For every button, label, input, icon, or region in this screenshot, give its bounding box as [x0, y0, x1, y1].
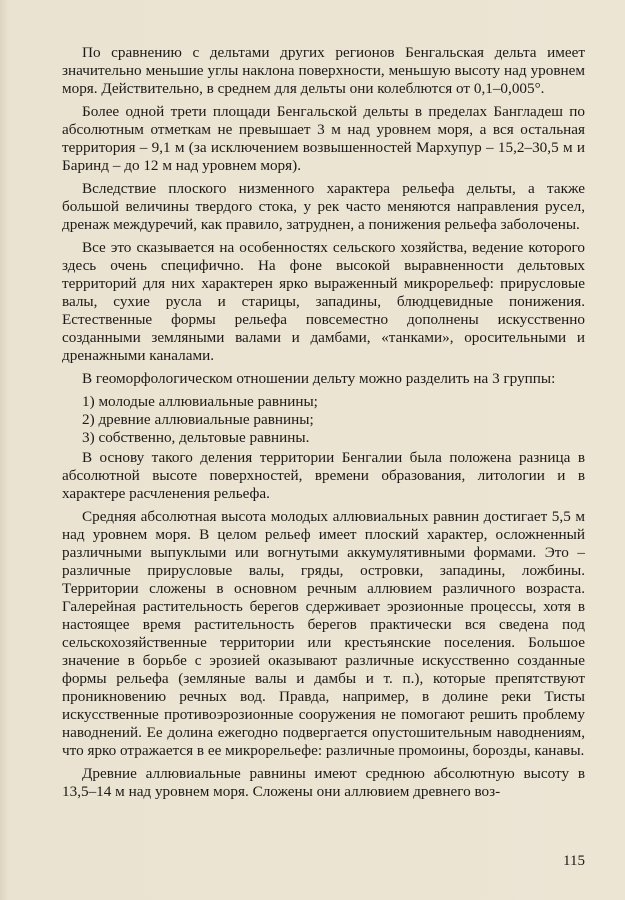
paragraph-7: Средняя абсолютная высота молодых аллювиальных равнин достигает 5,5 м над уровнем моря. В целом рельеф имеет плоский характер, осложненный различными выпуклыми или вогнутыми аккумулятивными формами. Это – различные прирусловые валы, гряды, островки, западины, ложбины. Территории сложены в основном речным аллювием различного возраста. Галерейная растительность берегов сдерживает эрозионные процессы, хотя в настоящее время растительность берегов практически вся сведена под сельскохозяйственные территории или крестьянские поселения. Большое значение в борьбе с эрозией оказывают различные искусственно созданные формы рельефа (земляные валы и дамбы и т. п.), которые препятствуют проникновению речных вод. Правда, например, в долине реки Тисты искусственные противоэрозионные сооружения не помогают решить проблему наводнений. Ее долина ежегодно подвергается опустошительным наводнениям, что ярко отражается в ее микрорельефе: различные промоины, борозды, канавы. — [62, 508, 585, 759]
group-list — [62, 393, 585, 447]
list-item: 2) древние аллювиальные равнины; — [82, 411, 314, 428]
body-text — [62, 44, 585, 801]
list-item: 3) собственно, дельтовые равнины. — [82, 429, 310, 446]
paragraph-1: По сравнению с дельтами других регионов Бенгальская дельта имеет значительно меньшие углы наклона поверхности, меньшую высоту над уровнем моря. Действительно, в среднем для дельты они колеблются от 0,1–0,005°. — [62, 44, 585, 97]
paragraph-5: В геоморфологическом отношении дельту можно разделить на 3 группы: — [82, 370, 556, 387]
paragraph-6: В основу такого деления территории Бенгалии была положена разница в абсолютной высоте поверхностей, времени образования, литологии и в характере расчленения рельефа. — [62, 449, 585, 502]
paragraph-4: Все это сказывается на особенностях сельского хозяйства, ведение которого здесь очень специфично. На фоне высокой выравненности дельтовых территорий для них характерен ярко выраженный микрорельеф: прирусловые валы, сухие русла и старицы, западины, блюдцевидные понижения. Естественные формы рельефа повсеместно дополнены искусственно созданными земляными валами и дамбами, «танками», оросительными и дренажными каналами. — [62, 239, 585, 364]
page-number: 115 — [563, 853, 585, 869]
paragraph-3: Вследствие плоского низменного характера рельефа дельты, а также большой величины твердого стока, у рек часто меняются направления русел, дренаж междуречий, как правило, затруднен, а понижения рельефа заболочены. — [62, 180, 585, 233]
list-item: 1) молодые аллювиальные равнины; — [82, 393, 318, 410]
paragraph-8: Древние аллювиальные равнины имеют среднюю абсолютную высоту в 13,5–14 м над уровнем моря. Сложены они аллювием древнего воз- — [62, 765, 585, 800]
paragraph-2: Более одной трети площади Бенгальской дельты в пределах Бангладеш по абсолютным отметкам не превышает 3 м над уровнем моря, а вся остальная территория – 9,1 м (за исключением возвышенностей Мархупур – 15,2–30,5 м и Баринд – до 12 м над уровнем моря). — [62, 103, 585, 174]
